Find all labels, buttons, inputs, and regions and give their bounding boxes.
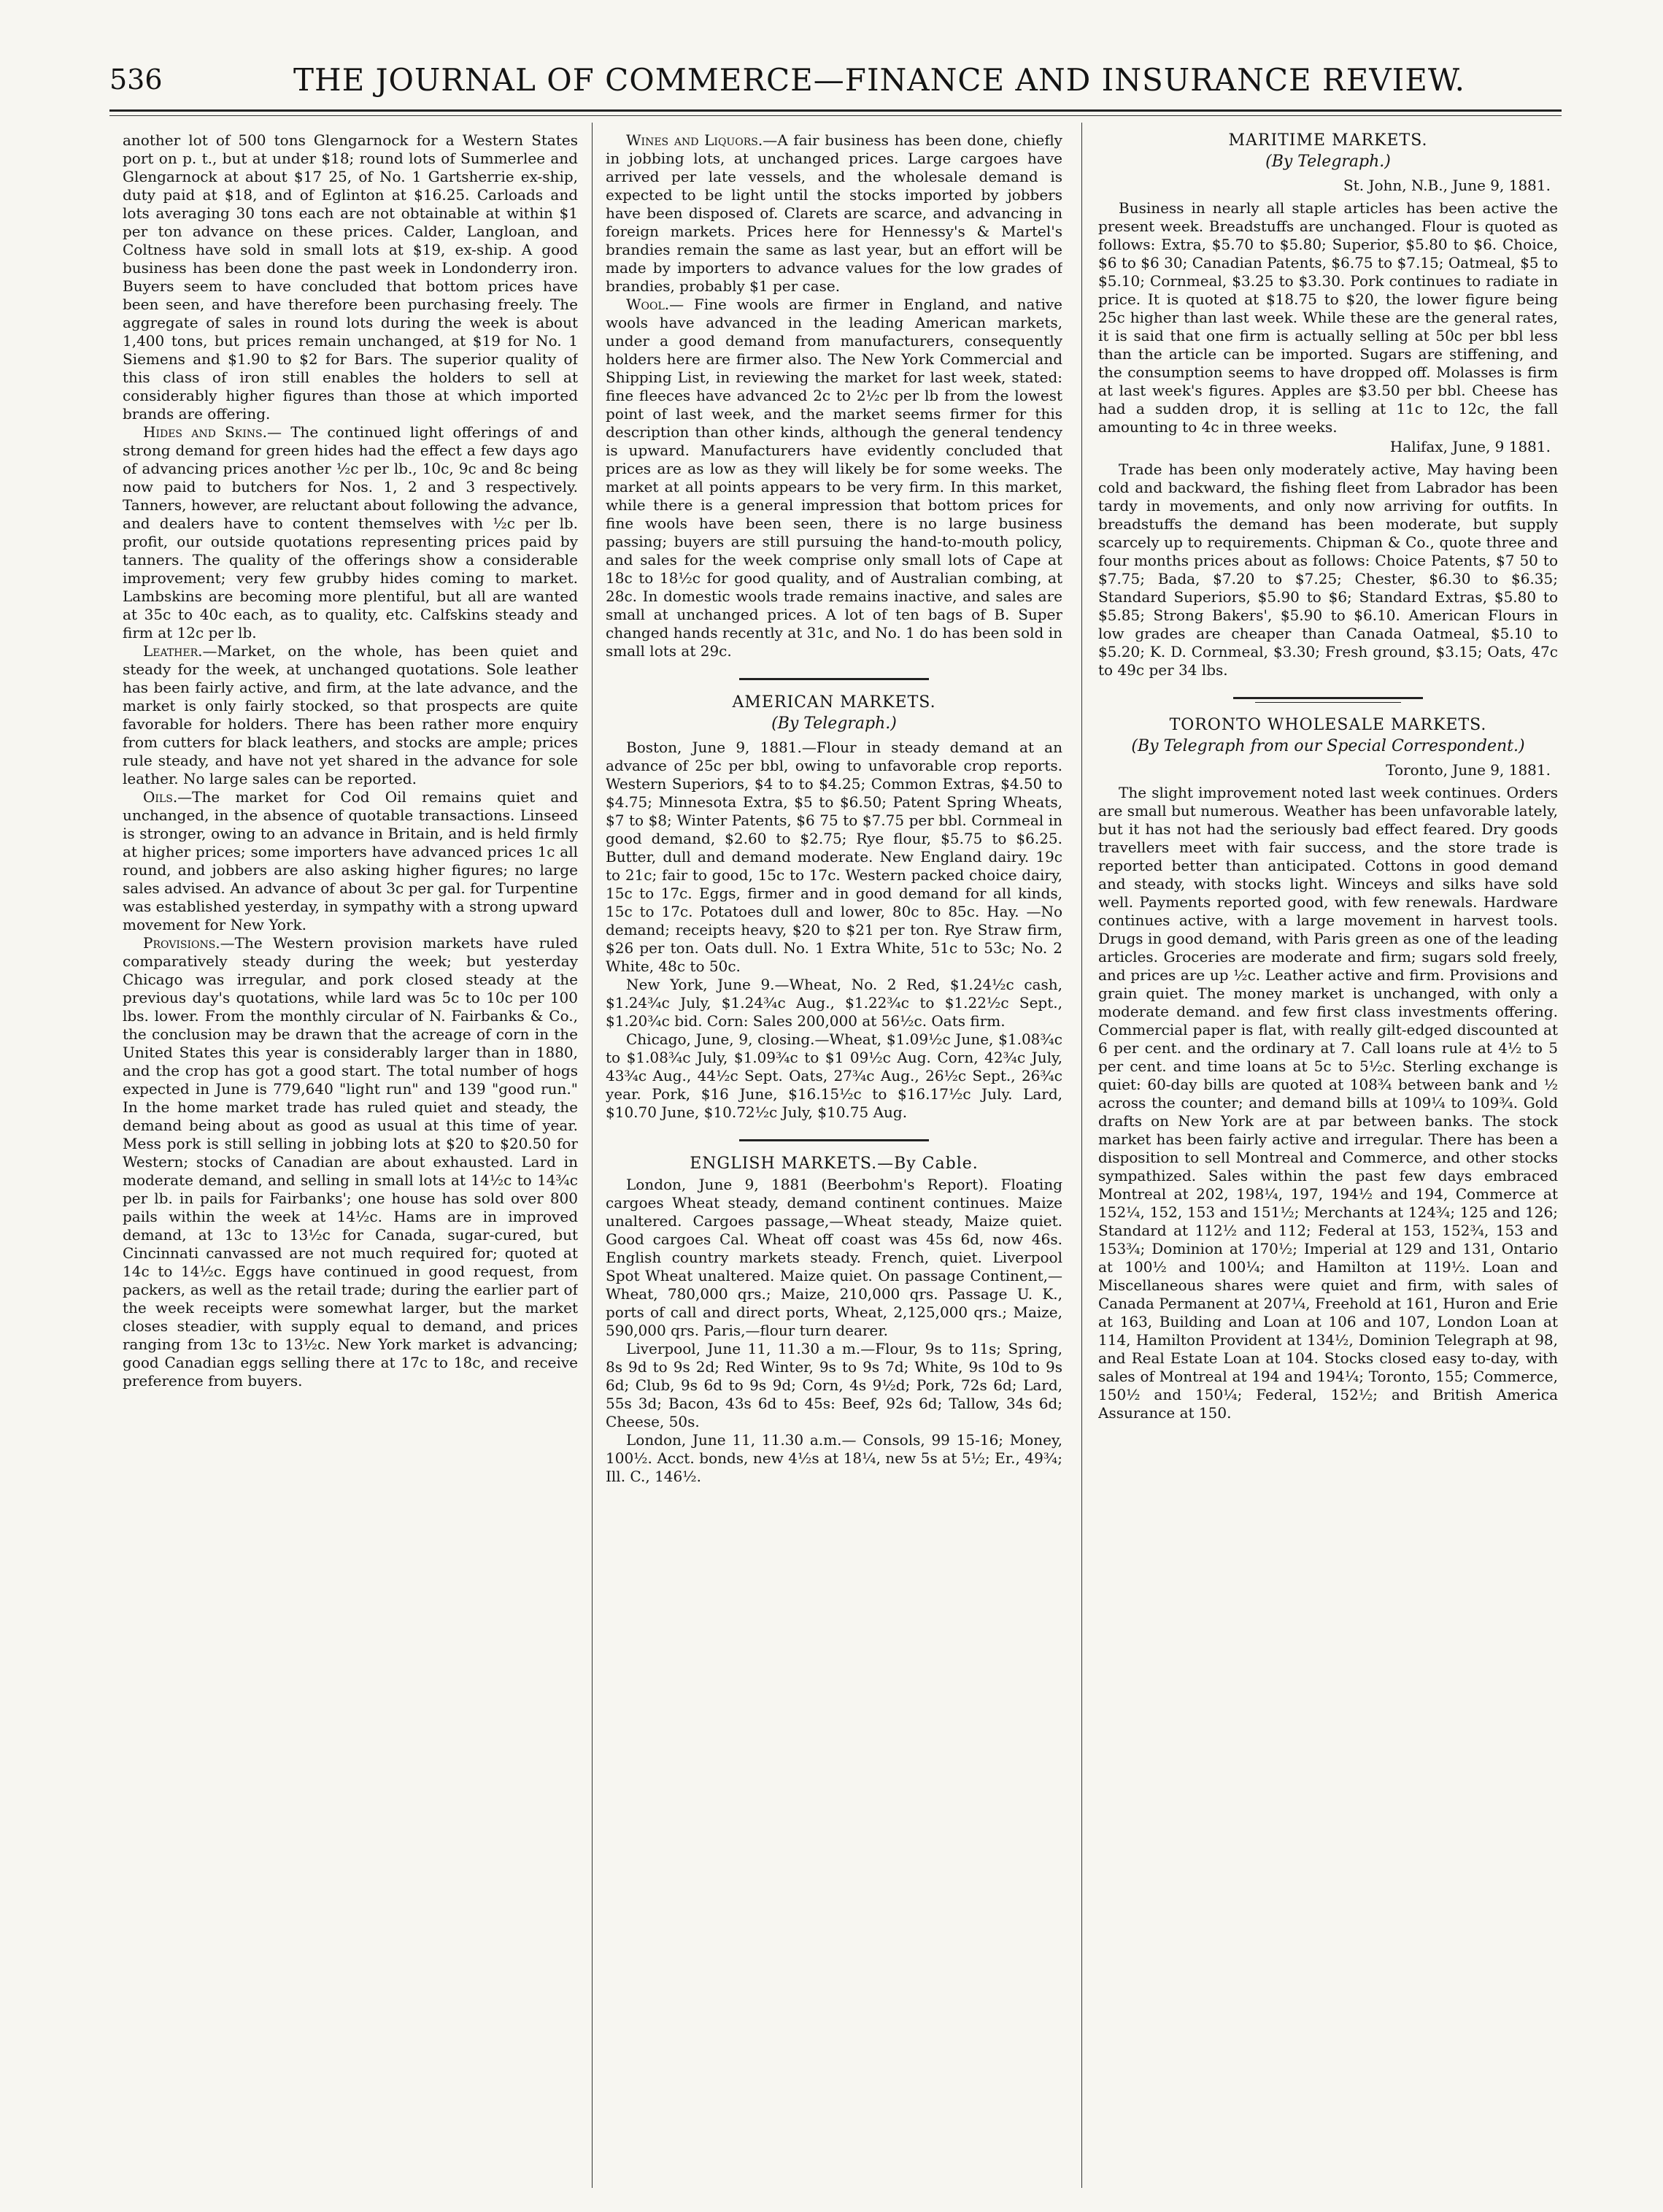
oils-text: —The market for Cod Oil remains quiet and unchanged, in the absence of quotable transactions. Linseed is stronger, owing to an advance in Britain, and is held firmly at higher prices; some importers have advanced prices 1c all round, and jobbers are also asking higher figures; no large sales advised. An advance of about 3c per gal. for Turpentine was established yesterday, in sympathy with a strong upward movement for New York. bbox=[123, 788, 578, 933]
st-john-dateline: St. John, N.B., June 9, 1881. bbox=[1343, 177, 1551, 194]
provisions-lead: Provisions. bbox=[143, 934, 220, 952]
halifax-report: Trade has been only moderately active, May having been cold and backward, the fishing fleet from Labrador has been tardy in movements, and only now arriving for outfits. In breadstuffs the demand has been moderate, but supply scarcely up to requirements. Chipman & Co., quote three and four months prices about as follows: Choice Patents, $7 50 to $7.75; Bada, $7.20 to $7.25; Chester, $6.30 to $6.35; Standard Superiors, $5.90 to $6; Standard Extras, $5.80 to $5.85; Strong Bakers', $5.90 to $6.10. American Flours in low grades are cheaper than Canada Oatmeal, $5.10 to $5.20; K. D. Cornmeal, $3.30; Fresh ground, $3.15; Oats, 47c to 49c per 34 lbs. bbox=[1098, 460, 1558, 679]
section-separator bbox=[739, 1139, 929, 1141]
masthead-title: THE JOURNAL OF COMMERCE—FINANCE AND INSURANCE REVIEW. bbox=[293, 61, 1466, 98]
page-header bbox=[109, 54, 1562, 105]
hides-paragraph bbox=[123, 423, 578, 642]
wool-lead: Wool. bbox=[626, 296, 670, 313]
column-3 bbox=[1098, 131, 1558, 2182]
provisions-text: —The Western provision markets have ruled comparatively steady during the week; but yesterday Chicago was irregular, and pork closed steady at the previous day's quotations, while lard was 5c to 10c per 100 lbs. lower. From the monthly circular of N. Fairbanks & Co., the conclusion may be drawn that the acreage of corn in the United States this year is considerably larger than in 1880, and the crop has got a good start. The total number of hogs expected in June is 779,640 "light run" and 139 "good run." In the home market trade has ruled quiet and steady, the demand being about as good as usual at this time of year. Mess pork is still selling in jobbing lots at $20 to $20.50 for Western; stocks of Canadian are about exhausted. Lard in moderate demand, and selling in small lots at 14½c to 14¾c per lb. in pails for Fairbanks'; one house has sold over 800 pails within the week at 14½c. Hams are in improved demand, at 13c to 13½c for Canada, sugar-cured, but Cincinnati canvassed are not much required for; quoted at 14c to 14½c. Eggs have continued in good request, from packers, as well as the retail trade; during the earlier part of the week receipts were somewhat larger, but the market closes steadier, with supply equal to demand, and prices ranging from 13c to 13½c. New York market is advancing; good Canadian eggs selling there at 17c to 18c, and receive preference from buyers. bbox=[123, 934, 578, 1390]
toronto-report: The slight improvement noted last week continues. Orders are small but numerous. Weather has been unfavorable lately, but it has not had the seriously bad effect feared. Dry goods travellers meet with fair success, and the store trade is reported better than anticipated. Cottons in good demand and steady, with stocks light. Winceys and silks have sold well. Payments reported good, with few renewals. Hardware continues active, with a large movement in harvest tools. Drugs in good demand, with Paris green as one of the leading articles. Groceries are moderate and firm; sugars sold freely, and prices are up ½c. Leather active and firm. Provisions and grain quiet. The money market is unchanged, with only a moderate demand. and few first class investments offering. Commercial paper is flat, with really gilt-edged discounted at 6 per cent. and the ordinary at 7. Call loans rule at 4½ to 5 per cent. and time loans at 5c to 5½c. Sterling exchange is quiet: 60-day bills are quoted at 108¾ between bank and ½ across the counter; and demand bills at 109¼ to 109¾. Gold drafts on New York are at par between banks. The stock market has been fairly active and irregular. There has been a disposition to sell Montreal and Commerce, and other stocks sympathized. Sales within the past few days embraced Montreal at 202, 198¼, 197, 194½ and 194, Commerce at 152¼, 152, 153 and 151½; Merchants at 124¾; 125 and 126; Standard at 112½ and 112; Federal at 153, 152¾, 153 and 153¾; Dominion at 170½; Imperial at 129 and 131, Ontario at 100½ and 100¼; and Hamilton at 119½. Loan and Miscellaneous shares were quiet and firm, with sales of Canada Permanent at 207¼, Freehold at 161, Huron and Erie at 163, Building and Loan at 106 and 107, London Loan at 114, Hamilton Provident at 134½, Dominion Telegraph at 98, and Real Estate Loan at 104. Stocks closed easy to-day, with sales of Montreal at 194 and 194¼; Toronto, 155; Commerce, 150½ and 150¼; Federal, 152½; and British America Assurance at 150. bbox=[1098, 784, 1558, 1422]
header-rule bbox=[109, 109, 1562, 112]
wines-paragraph bbox=[606, 131, 1062, 296]
section-separator bbox=[1233, 697, 1423, 699]
toronto-dateline: Toronto, June 9, 1881. bbox=[1386, 761, 1551, 779]
london-consols-report: London, June 11, 11.30 a.m.— Consols, 99 15-16; Money, 100½. Acct. bonds, new 4½s at 18¼, new 5s at 5½; Er., 49¾; Ill. C., 146½. bbox=[606, 1431, 1062, 1485]
oils-lead: Oils. bbox=[143, 788, 178, 806]
new-york-report: New York, June 9.—Wheat, No. 2 Red, $1.24½c cash, $1.24¾c July, $1.24¾c Aug., $1.22¾c to $1.22½c Sept., $1.20¾c bid. Corn: Sales 200,000 at 56½c. Oats firm. bbox=[606, 976, 1062, 1030]
maritime-markets-subheading: (By Telegraph.) bbox=[1265, 153, 1391, 171]
iron-paragraph: another lot of 500 tons Glengarnock for a Western States port on p. t., but at under $18; round lots of Summerlee and Glengarnock at about $17 25, of No. 1 Gartsherrie ex-ship, duty paid at $18, and of Eglinton at $16.25. Carloads and lots averaging 30 tons each are not obtainable at within $1 per ton advance on these prices. Calder, Langloan, and Coltness have sold in small lots at $19, ex-ship. A good business has been done the past week in Londonderry iron. Buyers seem to have concluded that bottom prices have been seen, and have therefore been purchasing freely. The aggregate of sales in round lots during the week is about 1,400 tons, but prices remain unchanged, at $19 for No. 1 Siemens and $1.90 to $2 for Bars. The superior quality of this class of iron still enables the holders to sell at considerably higher figures than those at which imported brands are offering. bbox=[123, 131, 578, 423]
page-number: 536 bbox=[109, 63, 163, 96]
toronto-markets-heading: TORONTO WHOLESALE MARKETS. bbox=[1169, 716, 1487, 734]
chicago-report: Chicago, June, 9, closing.—Wheat, $1.09½c June, $1.08¾c to $1.08¾c July, $1.09¾c to $1 09½c Aug. Corn, 42¾c July, 43¾c Aug., 44½c Sept. Oats, 27¾c Aug., 26½c Sept., 26¾c year. Pork, $16 June, $16.15½c to $16.17½c July. Lard, $10.70 June, $10.72½c July, $10.75 Aug. bbox=[606, 1030, 1062, 1121]
wool-paragraph bbox=[606, 296, 1062, 660]
wool-text: — Fine wools are firmer in England, and native wools have advanced in the leading American markets, under a good demand from manufacturers, consequently holders here are firmer also. The New York Commercial and Shipping List, in reviewing the market for last week, stated: fine fleeces have advanced 2c to 2½c per lb from the lowest point of last week, and the market seems firmer for this description than other kinds, although the general tendency is upward. Manufacturers have evidently concluded that prices are as low as they will likely be for some weeks. The market at all points appears to be very firm. In this market, while there is a general impression that bottom prices for fine wools have been seen, there is no large business passing; buyers are still pursuing the hand-to-mouth policy, and sales for the week comprise only small lots of Cape at 18c to 18½c for good quality, and of Australian combing, at 28c. In domestic wools trade remains inactive, and sales are small at unchanged prices. A lot of ten bags of B. Super changed hands recently at 31c, and No. 1 do has been sold in small lots at 29c. bbox=[606, 296, 1062, 660]
leather-lead: Leather. bbox=[143, 642, 203, 660]
section-separator bbox=[739, 678, 929, 680]
column-1 bbox=[123, 131, 578, 2182]
maritime-markets-heading: MARITIME MARKETS. bbox=[1228, 131, 1428, 150]
leather-paragraph bbox=[123, 642, 578, 788]
hides-text: — The continued light offerings of and strong demand for green hides had the effect a few days ago of advancing prices another ½c per lb., 10c, 9c and 8c being now paid to butchers for Nos. 1, 2 and 3 respectively. Tanners, however, are reluctant about following the advance, and dealers have to content themselves with ½c per lb. profit, our outside quotations representing prices paid by tanners. The quality of the offerings show a considerable improvement; very few grubby hides coming to market. Lambskins are becoming more plentiful, but all are wanted at 35c to 40c each, as to quality, etc. Calfskins steady and firm at 12c per lb. bbox=[123, 423, 578, 641]
american-markets-heading: AMERICAN MARKETS. bbox=[732, 693, 936, 712]
wines-lead: Wines and Liquors. bbox=[626, 131, 763, 149]
halifax-dateline: Halifax, June, 9 1881. bbox=[1389, 438, 1551, 455]
oils-paragraph bbox=[123, 788, 578, 934]
toronto-markets-subheading: (By Telegraph from our Special Correspondent.) bbox=[1131, 737, 1525, 755]
column-divider bbox=[1081, 123, 1082, 2188]
st-john-report: Business in nearly all staple articles has been active the present week. Breadstuffs are unchanged. Flour is quoted as follows: Extra, $5.70 to $5.80; Superior, $5.80 to $6. Choice, $6 to $6 30; Canadian Patents, $6.75 to $7.15; Oatmeal, $5 to $5.10; Cornmeal, $3.25 to $3.30. Pork continues to radiate in price. It is quoted at $18.75 to $20, the lower figure being 25c higher than last week. While these are the general rates, it is said that one firm is actually selling at 50c per bbl less than the article can be imported. Sugars are stiffening, and the consumption seems to have dropped off. Molasses is firm at last week's figures. Apples are $3.50 per bbl. Cheese has had a sudden drop, it is selling at 11c to 12c, the fall amounting to 4c in three weeks. bbox=[1098, 199, 1558, 436]
hides-lead: Hides and Skins. bbox=[143, 423, 267, 441]
column-divider bbox=[592, 123, 593, 2188]
section-separator-thin bbox=[1255, 702, 1401, 703]
english-markets-heading: ENGLISH MARKETS.—By Cable. bbox=[690, 1155, 979, 1173]
provisions-paragraph bbox=[123, 934, 578, 1390]
leather-text: —Market, on the whole, has been quiet and steady for the week, at unchanged quotations. Sole leather has been fairly active, and firm, at the late advance, and the market is only fairly stocked, so that prospects are quite favorable for holders. There has been rather more enquiry from cutters for black leathers, and stocks are ample; prices rule steady, and have not yet shared in the advance for sole leather. No large sales can be reported. bbox=[123, 642, 578, 787]
liverpool-report: Liverpool, June 11, 11.30 a m.—Flour, 9s to 11s; Spring, 8s 9d to 9s 2d; Red Winter, 9s to 9s 7d; White, 9s 10d to 9s 6d; Club, 9s 6d to 9s 9d; Corn, 4s 9½d; Pork, 72s 6d; Lard, 55s 3d; Bacon, 43s 6d to 45s: Beef, 92s 6d; Tallow, 34s 6d; Cheese, 50s. bbox=[606, 1340, 1062, 1430]
london-report: London, June 9, 1881 (Beerbohm's Report). Floating cargoes Wheat steady, demand continent continues. Maize unaltered. Cargoes passage,—Wheat steady, Maize quiet. Good cargoes Cal. Wheat off coast was 45s 6d, now 46s. English country markets steady. French, quiet. Liverpool Spot Wheat unaltered. Maize quiet. On passage Continent,—Wheat, 780,000 qrs.; Maize, 210,000 qrs. Passage U. K., ports of call and direct ports, Wheat, 2,125,000 qrs.; Maize, 590,000 qrs. Paris,—flour turn dearer. bbox=[606, 1176, 1062, 1339]
wines-text: —A fair business has been done, chiefly in jobbing lots, at unchanged prices. Large cargoes have arrived per late vessels, and the wholesale demand is expected to be light until the stocks imported by jobbers have been disposed of. Clarets are scarce, and advancing in foreign markets. Prices here for Hennessy's & Martel's brandies remain the same as last year, but an effort will be made by importers to advance values for the low grades of brandies, probably $1 per case. bbox=[606, 131, 1062, 295]
header-rule-thin bbox=[109, 115, 1562, 116]
american-markets-subheading: (By Telegraph.) bbox=[771, 714, 897, 733]
column-2 bbox=[606, 131, 1062, 2182]
boston-report: Boston, June 9, 1881.—Flour in steady demand at an advance of 25c per bbl, owing to unfavorable crop reports. Western Superiors, $4 to to $4.25; Common Extras, $4.50 to $4.75; Minnesota Extra, $5 to $6.50; Patent Spring Wheats, $7 to $8; Winter Patents, $6 75 to $7.75 per bbl. Cornmeal in good demand, $2.60 to $2.75; Rye flour, $5.75 to $6.25. Butter, dull and demand moderate. New England dairy. 19c to 21c; fair to good, 15c to 17c. Western packed choice dairy, 15c to 17c. Eggs, firmer and in good demand for all kinds, 15c to 17c. Potatoes dull and lower, 80c to 85c. Hay. —No demand; receipts heavy, $20 to $21 per ton. Rye Straw firm, $26 per ton. Oats dull. No. 1 Extra White, 51c to 53c; No. 2 White, 48c to 50c. bbox=[606, 739, 1062, 975]
